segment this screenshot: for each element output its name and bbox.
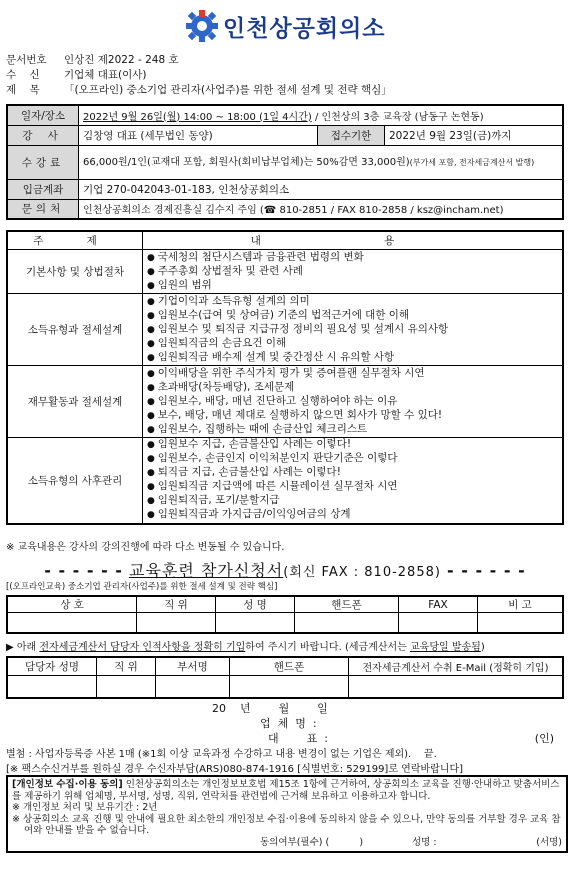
form-title-text: 교육훈련 참가신청서	[129, 561, 284, 580]
application-table	[6, 595, 564, 634]
contact-email-input[interactable]	[349, 676, 564, 698]
doc-number-label: 문서번호	[6, 54, 47, 66]
signature-field[interactable]: (서명)	[536, 836, 562, 848]
content-note: ※ 교육내용은 강사의 강의진행에 따라 다소 변동될 수 있습니다.	[6, 542, 285, 553]
privacy-sign-row	[12, 837, 562, 849]
logo-text: 인천상공회의소	[223, 15, 386, 42]
list-item: ● 퇴직금 지급, 손금불산입 사례는 이렇다!	[147, 466, 558, 480]
position-input[interactable]	[137, 613, 216, 633]
person-header-phone: 핸드폰	[230, 657, 349, 676]
signer-name-field[interactable]: 성명 :	[412, 836, 437, 848]
logo	[185, 8, 386, 44]
rep-label: 대 표 :	[268, 732, 328, 745]
app-header-company: 상 호	[7, 596, 137, 613]
fax-input[interactable]	[399, 613, 478, 633]
list-item: ● 임원퇴직금 지급액에 따른 시뮬레이션 실무절차 시연	[147, 480, 558, 494]
list-item: ● 국세청의 첨단시스템과 금융관련 법령의 변화	[147, 251, 558, 265]
topic-cell: 기본사항 및 상법절차	[7, 250, 143, 294]
fee-label: 수강료	[7, 145, 79, 179]
person-header-dept: 부서명	[156, 657, 230, 676]
invoice-contact-table	[6, 656, 564, 699]
privacy-consent-text: ※ 상공회의소 교육 진행 및 안내에 필요한 최소한의 개인정보 수집·이용에 동의하지 않을 수 있으나, 만약 동의를 거부할 경우 교육 참여와 안내를 받을 수 없습니다.	[12, 813, 561, 836]
notice-underlined-2: 교육당일 발송됨	[410, 642, 481, 653]
contact-position-input[interactable]	[97, 676, 156, 698]
account-value: 기업 270-042043-01-183, 인천상공회의소	[79, 179, 564, 199]
contact-label: 문의처	[7, 199, 79, 219]
fax-refusal-note: [※ 팩스수신거부를 원하실 경우 수신자부담(ARS)080-874-1916 [식별번호: 529199]로 연락바랍니다]	[6, 764, 464, 775]
contact-name-input[interactable]	[7, 676, 97, 698]
datetime: 2022년 9월 26일(월) 14:00 ~ 18:00 (1일 4시간)	[83, 111, 312, 123]
list-item: ● 임원퇴직금 배수제 설계 및 중간정산 시 유의할 사항	[147, 351, 558, 365]
list-item: ● 임원퇴직금의 손금요건 이해	[147, 337, 558, 351]
items-cell	[143, 250, 564, 294]
name-input[interactable]	[216, 613, 295, 633]
info-table	[6, 104, 564, 220]
app-header-note: 비 고	[478, 596, 564, 613]
contact-phone-input[interactable]	[230, 676, 349, 698]
list-item: ● 주주총회 상법절차 및 관련 사례	[147, 265, 558, 279]
contact-dept-input[interactable]	[156, 676, 230, 698]
account-label: 입금계좌	[7, 179, 79, 199]
tax-invoice-notice	[6, 638, 485, 653]
fee-note: (부가세 포함, 전자세금계산서 발행)	[409, 157, 535, 167]
fee-value: 66,000원/1인(교재대 포함, 회원사(회비납부업체)는 50%감면 33,000원)	[83, 156, 410, 168]
list-item: ● 임원보수, 집행하는 때에 손금산입 체크리스트	[147, 423, 558, 437]
privacy-title: [개인정보 수집·이용 동의]	[12, 779, 123, 790]
company-line: 업 체 명 :	[260, 717, 317, 730]
recipient-label: 수 신	[6, 69, 40, 81]
privacy-text: 인천상공회의소는 개인정보보호법 제15조 1항에 근거하여, 상공회의소 교육을 진행·안내하고 맞춤서비스를 제공하기 위해 업체명, 부서명, 성명, 직위, 연락처를 관련법에 근거해 보유하고 이용하고자 합니다.	[12, 779, 560, 802]
app-header-position: 직 위	[137, 596, 216, 613]
privacy-consent-box	[6, 775, 568, 853]
contact-value: 인천상공회의소 경제진흥실 김수지 주임 (☎ 810-2851 / FAX 810-2858 / ksz@incham.net)	[79, 199, 564, 219]
list-item: ● 임원보수, 손금인지 이익처분인지 판단기준은 이렇다	[147, 452, 558, 466]
doc-number: 인상진 제2022 - 248 호	[64, 54, 179, 66]
subject-label: 제 목	[6, 84, 40, 96]
items-cell	[143, 294, 564, 366]
person-header-email: 전자세금계산서 수취 E-Mail (정확히 기입)	[349, 657, 564, 676]
company-input[interactable]	[7, 613, 137, 633]
app-header-name: 성 명	[216, 596, 295, 613]
recipient-row	[6, 67, 147, 82]
fee-cell	[79, 145, 564, 179]
list-item: ● 보수, 배당, 매년 제대로 실행하지 않으면 회사가 망할 수 있다!	[147, 409, 558, 423]
privacy-period: ※ 개인정보 처리 및 보유기간 : 2년	[12, 802, 158, 813]
content-table	[6, 230, 564, 525]
recipient: 기업체 대표(이사)	[64, 69, 147, 81]
lecturer-label: 강 사	[7, 125, 79, 145]
list-item: ● 임원보수 및 퇴직금 지급규정 정비의 필요성 및 설계시 유의사항	[147, 323, 558, 337]
list-item: ● 임원의 범위	[147, 279, 558, 293]
list-item: ● 이익배당을 위한 주식가치 평가 및 증여플랜 실무절차 시연	[147, 367, 558, 381]
representative-line	[268, 730, 560, 746]
list-item: ● 기업이익과 소득유형 설계의 의미	[147, 295, 558, 309]
gear-logo-icon	[185, 9, 219, 43]
app-header-phone: 핸드폰	[295, 596, 399, 613]
subject-row	[6, 82, 392, 97]
subject: 「(오프라인) 중소기업 관리자(사업주)를 위한 절세 설계 및 전략 핵심」	[64, 84, 392, 96]
attachment-note: 별첨 : 사업자등록증 사본 1매 (※1회 이상 교육과정 수강하고 내용 변경이 없는 기업은 제외). 끝.	[6, 749, 437, 760]
person-header-name: 담당자 성명	[7, 657, 97, 676]
list-item: ● 임원퇴직금과 가지급금/이익잉여금의 상계	[147, 508, 558, 522]
content-header-content: 내 용	[143, 231, 564, 250]
date-line: 20 년 월 일	[212, 702, 328, 715]
list-item: ● 임원퇴직금, 포기/분할지급	[147, 494, 558, 508]
seal-mark: (인)	[534, 732, 554, 745]
datetime-value	[79, 105, 564, 125]
privacy-body	[12, 779, 562, 802]
datetime-label: 일자/장소	[7, 105, 79, 125]
form-title-fax: (회신 FAX : 810-2858)	[283, 565, 441, 580]
doc-number-row	[6, 52, 179, 67]
notice-prefix: ▶ 아래	[6, 642, 40, 653]
topic-cell: 소득유형과 절세설계	[7, 294, 143, 366]
items-cell	[143, 366, 564, 438]
title-dash-right: - - - - - -	[447, 561, 526, 580]
list-item: ● 임원보수 지급, 손금불산입 사례는 이렇다!	[147, 438, 558, 452]
list-item: ● 임원보수, 배당, 매년 진단하고 실행하여야 하는 이유	[147, 395, 558, 409]
app-header-fax: FAX	[399, 596, 478, 613]
deadline-label: 접수기한	[318, 125, 385, 145]
topic-cell: 소득유형의 사후관리	[7, 438, 143, 524]
agree-field[interactable]: 동의여부(필수) ( )	[260, 836, 364, 848]
phone-input[interactable]	[295, 613, 399, 633]
notice-end: )	[480, 642, 485, 653]
lecturer-value: 김창영 대표 (세무법인 동양)	[79, 125, 318, 145]
notice-mid: 하여 주시기 바랍니다. (세금계산서는	[245, 642, 410, 653]
list-item: ● 임원보수(급여 및 상여금) 기준의 법적근거에 대한 이해	[147, 309, 558, 323]
items-cell	[143, 438, 564, 524]
place: / 인천상의 3층 교육장 (남동구 논현동)	[311, 111, 484, 123]
topic-cell: 재무활동과 절세설계	[7, 366, 143, 438]
form-title	[6, 558, 564, 581]
list-item: ● 초과배당(차등배당), 조세문제	[147, 381, 558, 395]
title-dash-left: - - - - - -	[44, 561, 123, 580]
deadline-value: 2022년 9월 23일(금)까지	[385, 125, 564, 145]
form-subtitle: [(오프라인교육) 중소기업 관리자(사업주)를 위한 절세 설계 및 전략 핵심]	[6, 582, 278, 592]
notice-underlined: 전자세금계산서 담당자 인적사항을 정확히 기입	[39, 642, 246, 653]
content-header-topic: 주 제	[7, 231, 143, 250]
person-header-position: 직 위	[97, 657, 156, 676]
note-input[interactable]	[478, 613, 564, 633]
